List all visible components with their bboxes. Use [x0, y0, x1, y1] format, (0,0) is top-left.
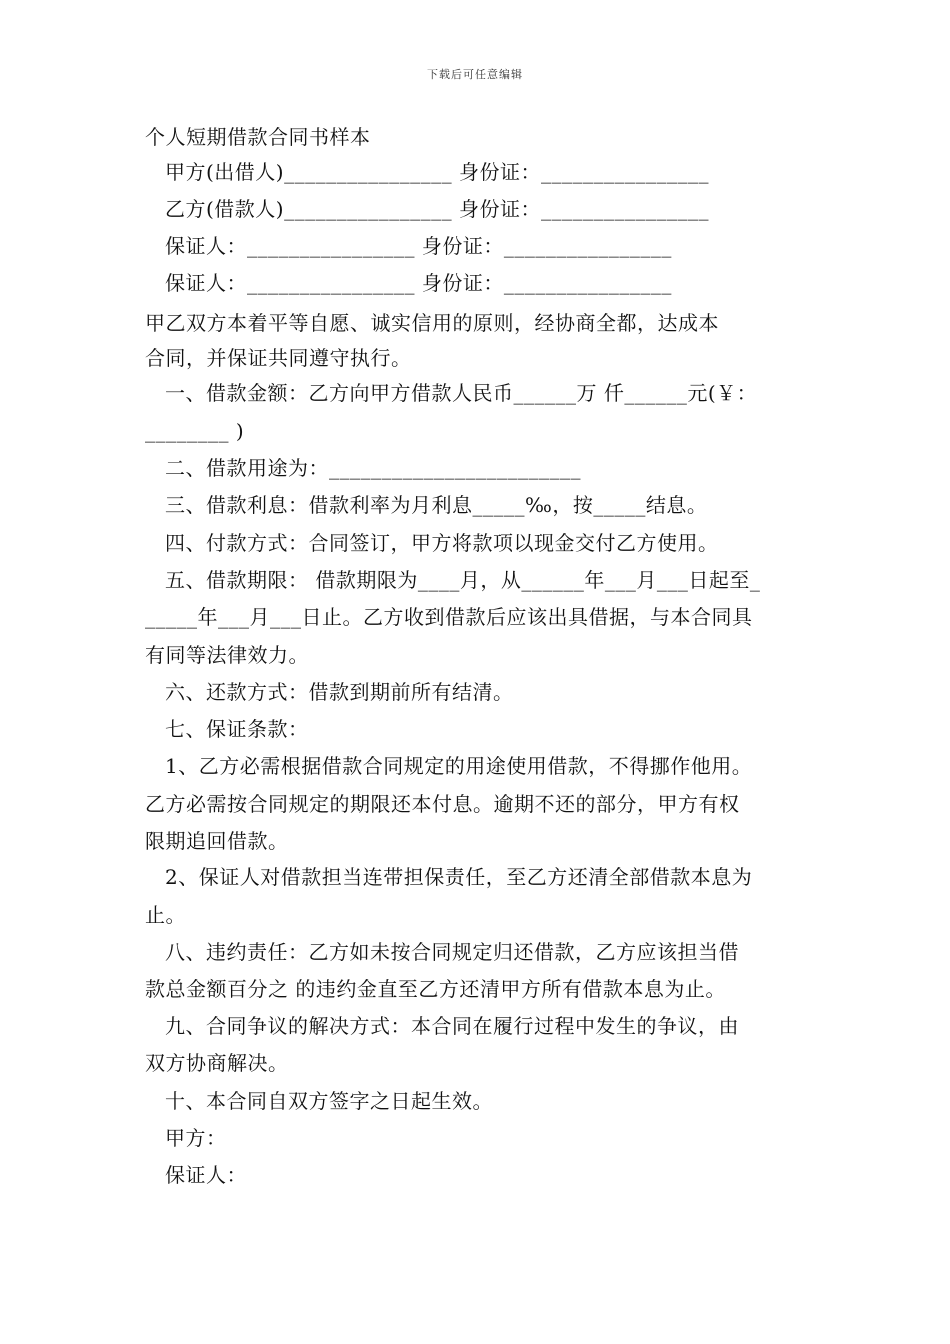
clause-9-line-1: 九、合同争议的解决方式：本合同在履行过程中发生的争议，由	[165, 1014, 739, 1038]
clause-5-line-2: _____年___月___日止。乙方收到借款后应该出具借据，与本合同具	[145, 605, 753, 629]
borrower-line: 乙方(借款人)________________ 身份证：________________	[165, 197, 709, 221]
clause-8-line-2: 款总金额百分之 的违约金直至乙方还清甲方所有借款本息为止。	[145, 977, 726, 1001]
clause-1-line-2: ________ )	[145, 419, 245, 443]
guarantor-signature: 保证人：	[165, 1163, 247, 1187]
clause-10: 十、本合同自双方签字之日起生效。	[165, 1089, 493, 1113]
clause-4: 四、付款方式：合同签订，甲方将款项以现金交付乙方使用。	[165, 531, 719, 555]
clause-6: 六、还款方式：借款到期前所有结清。	[165, 680, 514, 704]
header-note: 下载后可任意编辑	[427, 68, 523, 81]
clause-5-line-1: 五、借款期限： 借款期限为____月，从______年___月___日起至_	[165, 568, 761, 592]
guarantor-line-2: 保证人：________________ 身份证：________________	[165, 271, 672, 295]
lender-line: 甲方(出借人)________________ 身份证：________________	[165, 160, 709, 184]
clause-8-line-1: 八、违约责任：乙方如未按合同规定归还借款，乙方应该担当借	[165, 940, 739, 964]
clause-7-item-2-line-1: 2、保证人对借款担当连带担保责任，至乙方还清全部借款本息为	[165, 865, 753, 889]
clause-5-line-3: 有同等法律效力。	[145, 643, 309, 667]
clause-7-item-2-line-2: 止。	[145, 903, 186, 927]
clause-9-line-2: 双方协商解决。	[145, 1051, 289, 1075]
clause-7-item-1-line-1: 1、乙方必需根据借款合同规定的用途使用借款，不得挪作他用。	[165, 754, 753, 778]
clause-7-heading: 七、保证条款：	[165, 717, 309, 741]
clause-7-item-1-line-3: 限期追回借款。	[145, 829, 289, 853]
clause-7-item-1-line-2: 乙方必需按合同规定的期限还本付息。逾期不还的部分，甲方有权	[145, 792, 740, 816]
clause-2: 二、借款用途为：________________________	[165, 456, 581, 480]
party-a-signature: 甲方：	[165, 1126, 227, 1150]
guarantor-line-1: 保证人：________________ 身份证：________________	[165, 234, 672, 258]
clause-3: 三、借款利息：借款利率为月利息_____‰，按_____结息。	[165, 493, 708, 517]
intro-paragraph-line-1: 甲乙双方本着平等自愿、诚实信用的原则，经协商全都，达成本	[145, 311, 719, 335]
clause-1-line-1: 一、借款金额：乙方向甲方借款人民币______万 仟______元(￥：	[165, 381, 758, 405]
intro-paragraph-line-2: 合同，并保证共同遵守执行。	[145, 346, 412, 370]
document-title: 个人短期借款合同书样本	[145, 125, 371, 149]
